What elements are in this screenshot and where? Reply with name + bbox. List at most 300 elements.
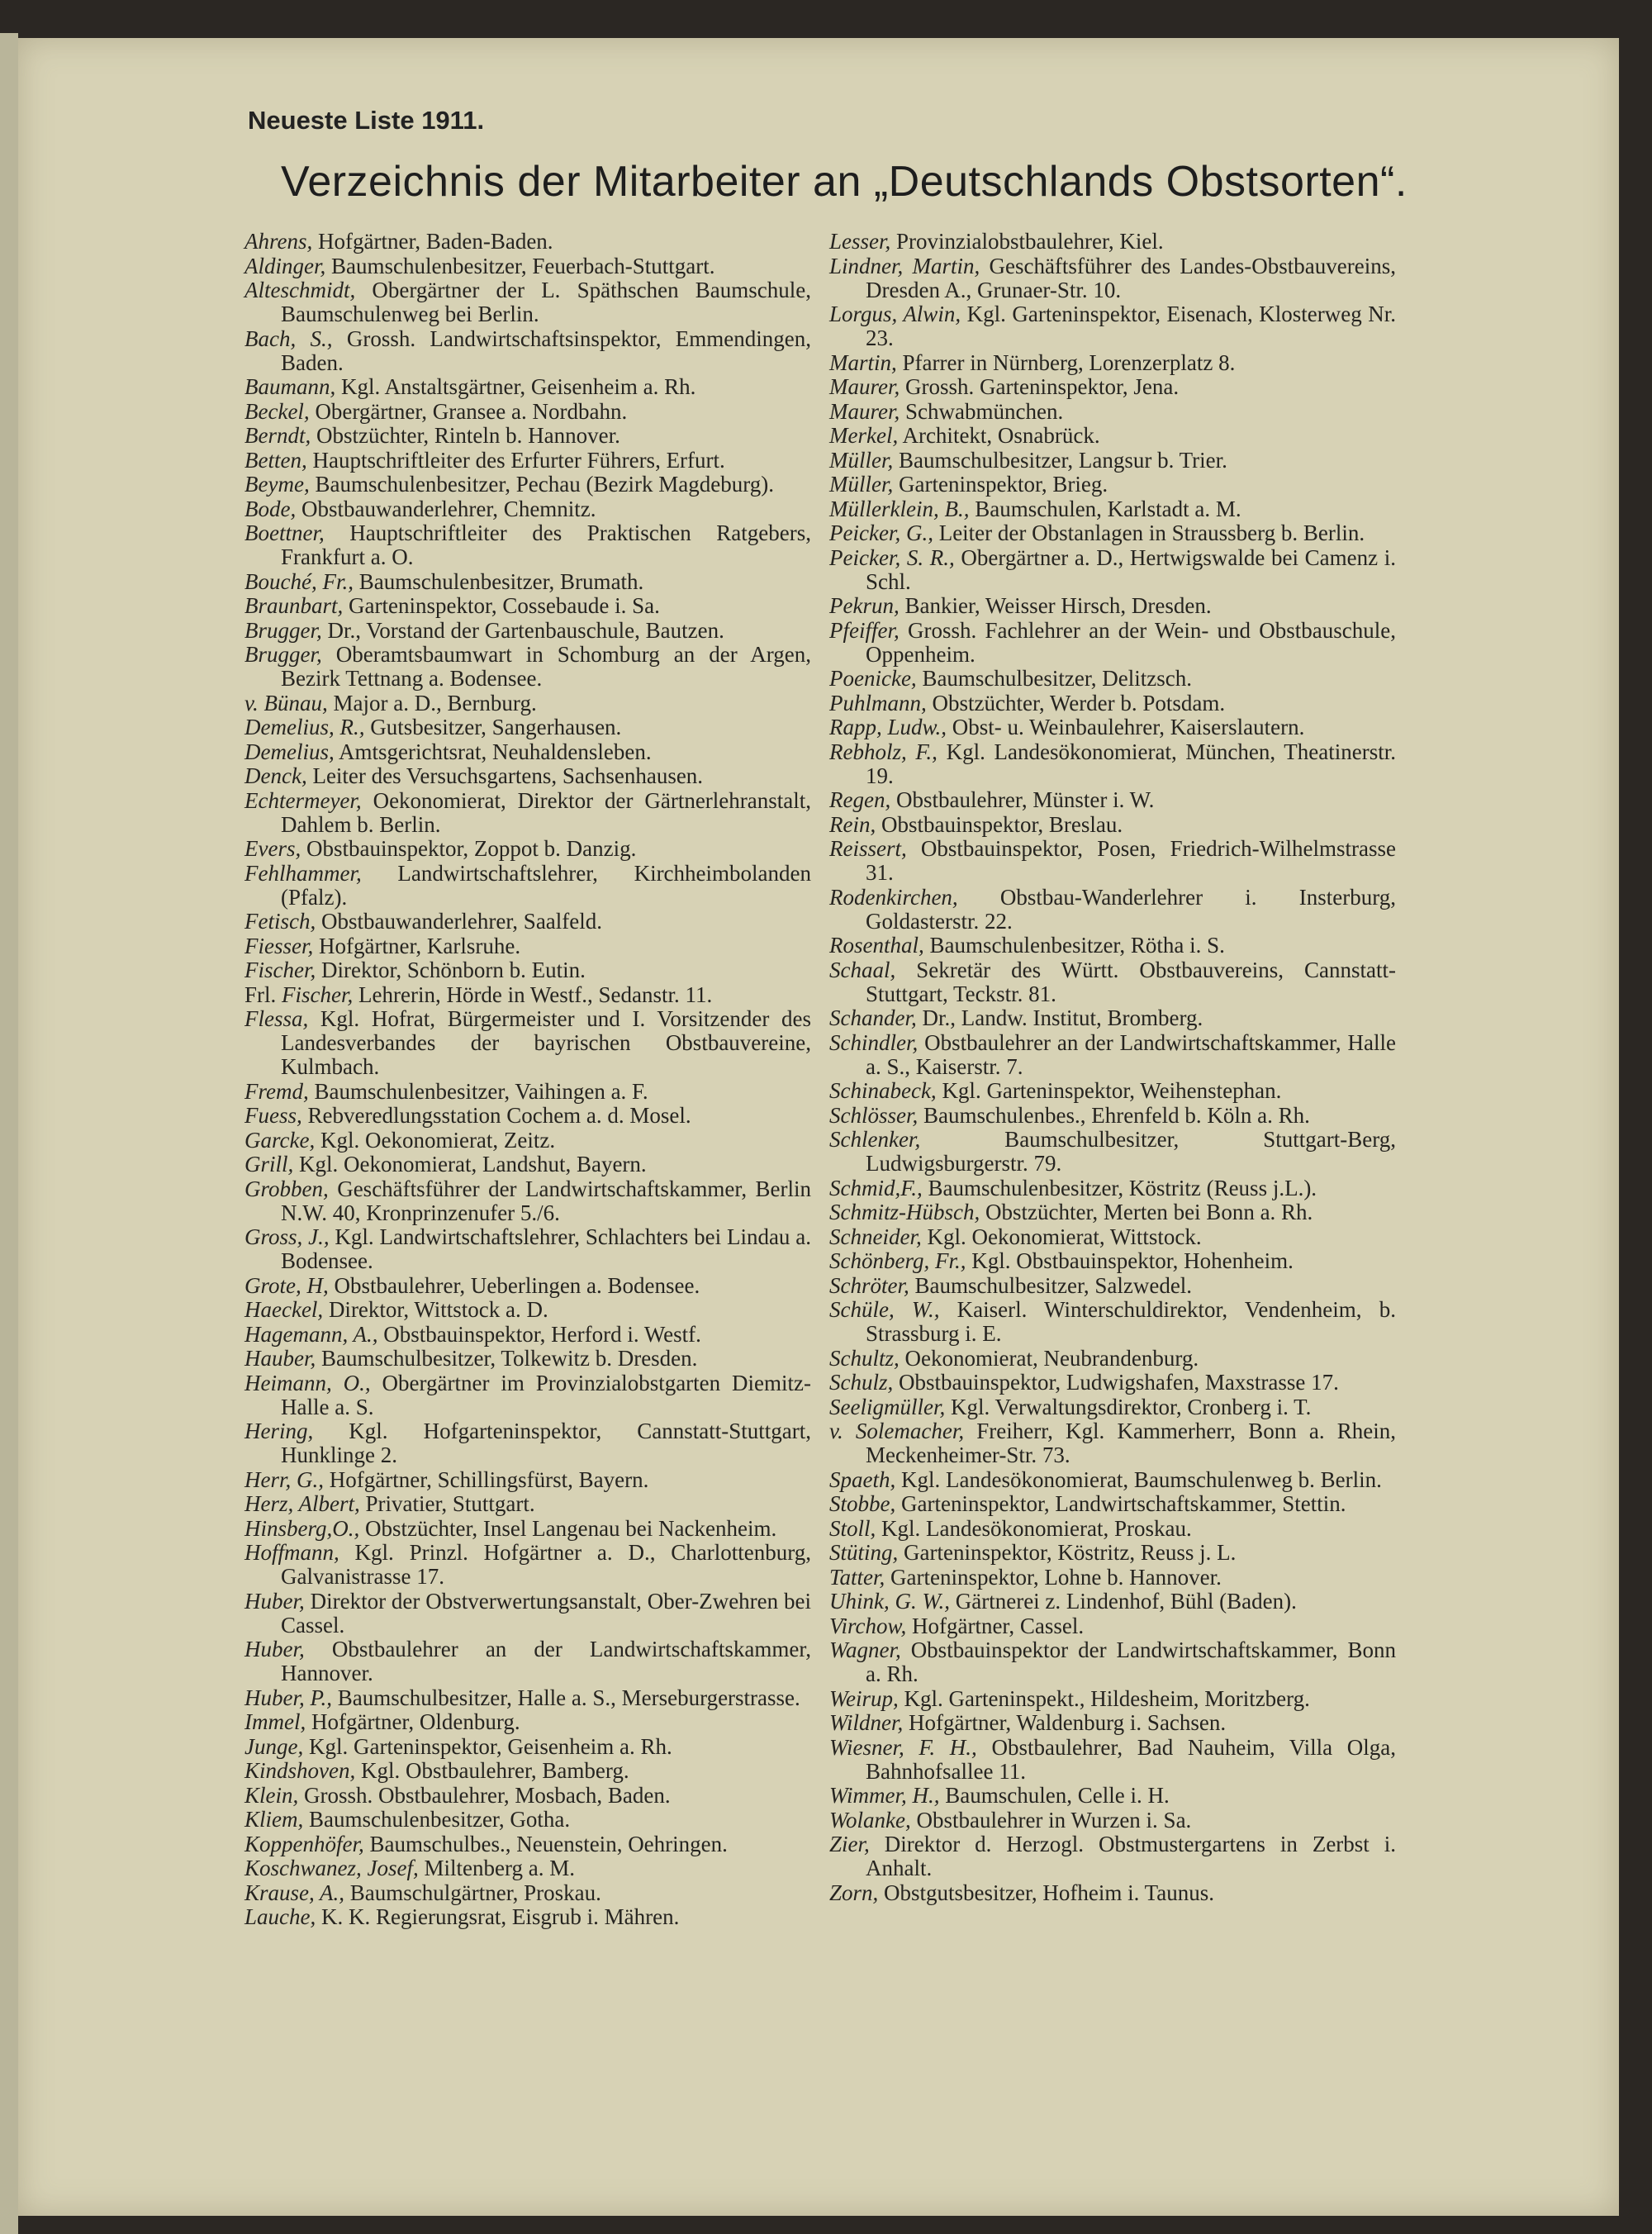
entry-name: Demelius, (244, 739, 335, 764)
contributor-entry (829, 1200, 1396, 1224)
entry-description: Obstbauinspektor der Landwirtschaftskammer, Bonn a. Rh. (866, 1637, 1396, 1686)
entry-description: Direktor d. Herzogl. Obstmustergartens in Zerbst i. Anhalt. (866, 1832, 1396, 1880)
entry-name: Huber, P., (244, 1685, 333, 1710)
contributor-entry (829, 375, 1396, 399)
entry-name: Herr, G., (244, 1466, 325, 1492)
entry-name: Fiesser, (244, 933, 314, 958)
contributor-entry (244, 1759, 811, 1783)
contributor-entry (829, 449, 1396, 473)
entry-description: Landwirtschaftslehrer, Kirchheimbolanden (Pfalz). (281, 860, 811, 910)
contributor-entry (244, 1225, 811, 1273)
contributor-entry (829, 1249, 1396, 1273)
entry-description: Hofgärtner, Baden-Baden. (312, 229, 553, 254)
entry-name: Schindler, (829, 1029, 919, 1055)
contributor-entry (244, 862, 811, 910)
entry-name: Kindshoven, (244, 1758, 356, 1783)
entry-description: Obstbau-Wanderlehrer i. Insterburg, Goldasterstr. 22. (866, 884, 1396, 934)
contributor-entry (829, 1832, 1396, 1880)
entry-name: Müllerklein, B., (829, 496, 970, 521)
contributor-entry (829, 1492, 1396, 1516)
entry-name: Martin, (829, 349, 897, 375)
entry-name: Boettner, (244, 520, 325, 545)
entry-description: Baumschulenbesitzer, Gotha. (303, 1807, 571, 1832)
contributor-entry (244, 1274, 811, 1298)
entry-description: Hauptschriftleiter des Erfurter Führers, Erfurt. (306, 447, 725, 473)
entry-name: Fischer, (244, 958, 316, 982)
entry-description: Obergärtner der L. Späthschen Baumschule, Baumschulenweg bei Berlin. (281, 278, 811, 326)
page-title: Verzeichnis der Mitarbeiter an „Deutschlands Obstsorten“. (281, 158, 1408, 206)
entry-description: Obstzüchter, Werder b. Potsdam. (926, 690, 1226, 715)
entry-description: Obstbaulehrer in Wurzen i. Sa. (910, 1807, 1192, 1832)
contributor-entry (244, 715, 811, 739)
entry-name: Rosenthal, (829, 933, 924, 958)
contributor-entry (829, 230, 1396, 254)
contributor-entry (829, 400, 1396, 424)
contributor-entry (829, 1614, 1396, 1638)
entry-description: Privatier, Stuttgart. (359, 1491, 535, 1516)
entry-description: Kgl. Oekonomierat, Wittstock. (921, 1224, 1202, 1249)
contributor-entry (829, 886, 1396, 934)
entry-description: Leiter des Versuchsgartens, Sachsenhausen. (306, 763, 704, 788)
entry-name: Schmid,F., (829, 1175, 923, 1200)
contributor-entry (244, 934, 811, 958)
entry-prefix: Frl. (244, 982, 282, 1007)
entry-name: Ahrens, (244, 229, 313, 254)
contributor-entry (829, 1225, 1396, 1249)
entry-description: Hofgärtner, Cassel. (906, 1613, 1085, 1638)
contributor-entry (244, 400, 811, 424)
contributor-entry (244, 230, 811, 254)
entry-description: Geschäftsführer der Landwirtschaftskammer, Berlin N.W. 40, Kronprinzenufer 5./6. (281, 1176, 811, 1225)
page-edge-strip (0, 33, 18, 2234)
entry-description: Obstbaulehrer an der Landwirtschaftskammer, Halle a. S., Kaiserstr. 7. (866, 1029, 1396, 1079)
contributor-entry (244, 1177, 811, 1225)
contributor-entry (829, 1347, 1396, 1371)
contributor-entry (829, 1298, 1396, 1346)
entry-description: Kgl. Anstaltsgärtner, Geisenheim a. Rh. (335, 374, 696, 399)
entry-description: Obstbauinspektor, Herford i. Westf. (377, 1321, 701, 1347)
entry-description: Baumschulenbesitzer, Feuerbach-Stuttgart. (325, 253, 715, 278)
entry-description: Dr., Vorstand der Gartenbauschule, Bautzen. (321, 617, 724, 643)
contributor-entry (244, 1129, 811, 1153)
entry-name: Wagner, (829, 1637, 901, 1662)
contributor-entry (829, 958, 1396, 1006)
contributor-entry (244, 1710, 811, 1734)
entry-name: Grobben, (244, 1176, 329, 1201)
entry-description: Architekt, Osnabrück. (898, 423, 1100, 448)
list-header: Neueste Liste 1911. (248, 106, 485, 135)
entry-description: Baumschulgärtner, Proskau. (344, 1880, 601, 1905)
entry-description: Kgl. Verwaltungsdirektor, Cronberg i. T. (945, 1394, 1312, 1419)
entry-name: Weirup, (829, 1685, 899, 1711)
contributor-entry (829, 546, 1396, 594)
entry-name: Koschwanez, Josef, (244, 1856, 419, 1880)
entry-name: Hagemann, A., (244, 1321, 378, 1347)
entry-description: Obstbauwanderlehrer, Chemnitz. (296, 496, 596, 521)
contributor-entry (244, 1784, 811, 1808)
entry-name: Kliem, (244, 1807, 304, 1832)
entry-name: Maurer, (829, 374, 900, 399)
entry-description: Obstbauinspektor, Posen, Friedrich-Wilhelmstrasse 31. (866, 836, 1396, 885)
entry-name: Bode, (244, 496, 297, 521)
entry-description: Obstgutsbesitzer, Hofheim i. Taunus. (878, 1880, 1215, 1905)
contributor-entry (244, 594, 811, 618)
entry-description: Kgl. Hofrat, Bürgermeister und I. Vorsitzender des Landesverbandes der bayrischen Obstbauvereine, Kulmbach. (281, 1006, 811, 1079)
entry-name: Stüting, (829, 1540, 899, 1565)
contributor-entry (244, 278, 811, 326)
entry-description: Kgl. Landesökonomierat, Proskau. (876, 1515, 1192, 1541)
contributor-entry (244, 327, 811, 375)
entry-name: Schröter, (829, 1272, 909, 1298)
contributor-entry (829, 473, 1396, 497)
entry-description: Kgl. Garteninspektor, Geisenheim a. Rh. (303, 1733, 672, 1759)
entry-name: Regen, (829, 787, 891, 812)
contributor-entry (244, 449, 811, 473)
contributor-entry (244, 1541, 811, 1589)
contributor-entry (829, 837, 1396, 885)
contributor-entry (829, 667, 1396, 691)
entry-description: Garteninspektor, Landwirtschaftskammer, Stettin. (895, 1491, 1346, 1516)
contributor-entry (244, 1686, 811, 1710)
contributor-entry (829, 424, 1396, 448)
entry-description: Kgl. Garteninspektor, Weihenstephan. (936, 1078, 1282, 1103)
contributor-entry (829, 521, 1396, 545)
entry-description: Dr., Landw. Institut, Bromberg. (916, 1005, 1203, 1030)
entry-name: Fetisch, (244, 909, 316, 934)
entry-description: Obergärtner im Provinzialobstgarten Diemitz-Halle a. S. (281, 1370, 812, 1419)
entry-description: Hofgärtner, Schillingsfürst, Bayern. (324, 1466, 649, 1492)
entry-name: Puhlmann, (829, 690, 927, 715)
contributor-entry (829, 692, 1396, 715)
entry-name: Krause, A., (244, 1880, 345, 1905)
entry-description: Direktor, Wittstock a. D. (323, 1297, 548, 1322)
entry-name: Schulz, (829, 1370, 894, 1395)
contributor-entry (244, 619, 811, 643)
contributor-entry (829, 302, 1396, 350)
entry-name: Koppenhöfer, (244, 1831, 364, 1856)
contributor-entry (244, 1153, 811, 1176)
entry-description: Kgl. Garteninspekt., Hildesheim, Moritzberg. (898, 1685, 1310, 1711)
entry-name: Pekrun, (829, 593, 900, 618)
contributor-entry (244, 1468, 811, 1492)
entry-description: Obstzüchter, Merten bei Bonn a. Rh. (980, 1200, 1313, 1224)
contributor-entry (244, 1371, 811, 1419)
entry-name: Rein, (829, 811, 876, 837)
entry-name: Tatter, (829, 1564, 885, 1590)
entry-name: Immel, (244, 1709, 306, 1734)
entry-description: Obstbaulehrer, Ueberlingen a. Bodensee. (328, 1272, 700, 1298)
contributor-entry (829, 934, 1396, 958)
entry-description: Provinzialobstbaulehrer, Kiel. (890, 229, 1164, 254)
contributor-entry (829, 1784, 1396, 1808)
entry-description: Baumschulenbesitzer, Rötha i. S. (923, 933, 1225, 958)
entry-description: Baumschulbesitzer, Tolkewitz b. Dresden. (316, 1346, 698, 1371)
entry-description: Kgl. Oekonomierat, Landshut, Bayern. (293, 1152, 647, 1176)
entry-description: Kaiserl. Winterschuldirektor, Vendenheim, b. Strassburg i. E. (866, 1297, 1397, 1346)
entry-name: Fehlhammer, (244, 860, 362, 886)
entry-description: Rebveredlungsstation Cochem a. d. Mosel. (301, 1103, 691, 1128)
entry-description: Baumschulbesitzer, Stuttgart-Berg, Ludwigsburgerstr. 79. (866, 1127, 1396, 1176)
entry-name: Peicker, S. R., (829, 544, 955, 570)
entry-name: Alteschmidt, (244, 278, 356, 302)
entry-description: Garteninspektor, Köstritz, Reuss j. L. (898, 1540, 1237, 1565)
entry-description: Kgl. Prinzl. Hofgärtner a. D., Charlottenburg, Galvanistrasse 17. (281, 1540, 811, 1589)
contributor-entry (244, 570, 811, 594)
entry-name: Reissert, (829, 836, 907, 861)
contributor-entry (829, 1687, 1396, 1711)
entry-name: Rapp, Ludw., (829, 715, 947, 739)
entry-description: Oekonomierat, Neubrandenburg. (899, 1345, 1199, 1371)
entry-name: Zorn, (829, 1880, 879, 1905)
entry-name: Berndt, (244, 423, 311, 448)
entry-name: Klein, (244, 1782, 299, 1808)
contributor-entry (829, 788, 1396, 812)
entry-description: Lehrerin, Hörde in Westf., Sedanstr. 11. (353, 982, 713, 1007)
contributor-entry (244, 910, 811, 934)
entry-description: Schwabmünchen. (900, 398, 1064, 424)
entry-name: Bach, S., (244, 326, 333, 351)
contributor-entry (244, 375, 811, 399)
entry-description: Baumschulbesitzer, Salzwedel. (909, 1272, 1193, 1298)
entry-name: Gross, J., (244, 1224, 330, 1249)
entry-name: Schneider, (829, 1224, 922, 1249)
entry-name: Müller, (829, 447, 894, 473)
entry-description: Garteninspektor, Brieg. (893, 472, 1108, 497)
entry-name: Seeligmüller, (829, 1394, 946, 1419)
entry-description: Obstzüchter, Rinteln b. Hannover. (311, 423, 620, 448)
right-column (829, 230, 1396, 1905)
contributor-entry (829, 1006, 1396, 1030)
entry-description: Hauptschriftleiter des Praktischen Ratgebers, Frankfurt a. O. (281, 520, 811, 569)
contributor-entry (829, 1711, 1396, 1735)
entry-name: Schander, (829, 1005, 917, 1030)
entry-name: Wimmer, H., (829, 1783, 940, 1808)
contributor-entry (244, 1007, 811, 1079)
entry-description: Direktor, Schönborn b. Eutin. (316, 958, 586, 982)
entry-description: Obst- u. Weinbaulehrer, Kaiserslautern. (947, 715, 1305, 739)
entry-description: Kgl. Oekonomierat, Zeitz. (315, 1127, 556, 1153)
entry-description: Baumschulenbesitzer, Köstritz (Reuss j.L.). (922, 1175, 1317, 1200)
contributor-entry (829, 1419, 1396, 1467)
entry-name: Lauche, (244, 1904, 316, 1929)
entry-name: v. Solemacher, (829, 1419, 965, 1443)
entry-description: Obstbauinspektor, Zoppot b. Danzig. (301, 836, 637, 861)
contributor-entry (829, 594, 1396, 618)
entry-description: Obergärtner a. D., Hertwigswalde bei Camenz i. Schl. (866, 544, 1396, 594)
contributor-entry (829, 1371, 1396, 1395)
entry-name: Junge, (244, 1733, 304, 1759)
contributor-entry (244, 983, 811, 1007)
entry-name: Bouché, Fr., (244, 568, 354, 594)
contributor-entry (829, 1468, 1396, 1492)
contributor-entry (829, 1079, 1396, 1103)
entry-description: Bankier, Weisser Hirsch, Dresden. (899, 593, 1212, 618)
entry-description: Baumschulenbesitzer, Pechau (Bezirk Magdeburg). (309, 472, 774, 497)
entry-name: Stoll, (829, 1515, 876, 1541)
contributor-entry (829, 1566, 1396, 1590)
contributor-entry (829, 1517, 1396, 1541)
contributor-entry (244, 473, 811, 497)
entry-name: Fischer, (282, 982, 354, 1007)
entry-description: Obstbauinspektor, Breslau. (876, 811, 1123, 837)
contributor-entry (829, 619, 1396, 667)
contributor-entry (244, 789, 811, 837)
entry-name: Grote, H, (244, 1272, 329, 1298)
contributor-entry (244, 1419, 811, 1467)
entry-description: Baumschulenbesitzer, Vaihingen a. F. (308, 1078, 648, 1104)
entry-name: Virchow, (829, 1613, 907, 1638)
entry-description: Obergärtner, Gransee a. Nordbahn. (309, 398, 628, 424)
entry-name: Beyme, (244, 472, 310, 497)
entry-description: Freiherr, Kgl. Kammerherr, Bonn a. Rhein, Meckenheimer-Str. 73. (866, 1419, 1396, 1467)
entry-description: Kgl. Obstbauinspektor, Hohenheim. (966, 1248, 1294, 1273)
entry-description: Baumschulbesitzer, Halle a. S., Merseburgerstrasse. (332, 1685, 800, 1710)
entry-name: Schinabeck, (829, 1078, 937, 1103)
entry-description: Obstbauwanderlehrer, Saalfeld. (316, 909, 603, 934)
entry-name: Huber, (244, 1637, 305, 1661)
contributor-entry (244, 1323, 811, 1347)
entry-description: Baumschulbesitzer, Delitzsch. (916, 666, 1193, 691)
entry-description: Obstbauinspektor, Ludwigshafen, Maxstrasse 17. (893, 1370, 1339, 1395)
entry-description: Obstbaulehrer, Münster i. W. (890, 787, 1155, 812)
entry-name: Rebholz, F., (829, 739, 938, 764)
entry-name: Stobbe, (829, 1491, 896, 1516)
entry-name: Schönberg, Fr., (829, 1248, 966, 1273)
contributor-entry (244, 1735, 811, 1759)
entry-name: Schlenker, (829, 1127, 921, 1152)
entry-name: Lesser, (829, 229, 891, 254)
entry-description: Baumschulenbes., Ehrenfeld b. Köln a. Rh. (918, 1102, 1310, 1128)
entry-name: Lorgus, Alwin, (829, 302, 961, 326)
contributor-entry (829, 497, 1396, 521)
contributor-entry (244, 1881, 811, 1905)
entry-description: Oberamtsbaumwart in Schomburg an der Argen, Bezirk Tettnang a. Bodensee. (281, 642, 811, 691)
entry-description: Kgl. Obstbaulehrer, Bamberg. (355, 1758, 629, 1783)
entry-description: Gärtnerei z. Lindenhof, Bühl (Baden). (950, 1589, 1297, 1614)
entry-name: Hering, (244, 1419, 314, 1443)
contributor-entry (829, 1274, 1396, 1298)
contributor-entry (244, 1517, 811, 1541)
entry-name: v. Bünau, (244, 690, 328, 715)
contributor-entry (244, 643, 811, 691)
contributor-entry (244, 521, 811, 569)
left-column (244, 230, 811, 1930)
contributor-entry (244, 1637, 811, 1685)
entry-name: Aldinger, (244, 253, 326, 278)
contributor-entry (829, 1736, 1396, 1784)
entry-name: Merkel, (829, 423, 899, 448)
entry-description: Baumschulbes., Neuenstein, Oehringen. (363, 1831, 728, 1856)
entry-name: Maurer, (829, 398, 900, 424)
entry-description: Baumschulen, Karlstadt a. M. (969, 496, 1241, 521)
contributor-entry (829, 1809, 1396, 1832)
entry-description: Obstbaulehrer an der Landwirtschaftskammer, Hannover. (281, 1637, 811, 1685)
contributor-entry (829, 1881, 1396, 1905)
contributor-entry (244, 1590, 811, 1637)
contributor-entry (244, 254, 811, 278)
entry-description: Pfarrer in Nürnberg, Lorenzerplatz 8. (896, 349, 1236, 375)
entry-name: Schlösser, (829, 1102, 919, 1128)
entry-name: Braunbart, (244, 593, 344, 618)
entry-description: Amtsgerichtsrat, Neuhaldensleben. (334, 739, 652, 764)
entry-name: Schmitz-Hübsch, (829, 1200, 980, 1224)
contributor-entry (829, 1104, 1396, 1128)
contributor-entry (244, 1492, 811, 1516)
contributor-entry (829, 1590, 1396, 1614)
entry-description: Baumschulbesitzer, Langsur b. Trier. (893, 447, 1227, 473)
entry-description: Hofgärtner, Waldenburg i. Sachsen. (903, 1710, 1227, 1735)
entry-description: Miltenberg a. M. (418, 1856, 575, 1880)
entry-description: Major a. D., Bernburg. (327, 690, 537, 715)
contributor-entry (244, 740, 811, 764)
entry-description: Grossh. Obstbaulehrer, Mosbach, Baden. (298, 1782, 671, 1808)
entry-name: Baumann, (244, 374, 336, 399)
contributor-entry (829, 715, 1396, 739)
entry-name: Flessa, (244, 1006, 309, 1031)
entry-name: Grill, (244, 1152, 294, 1176)
entry-description: Grossh. Garteninspektor, Jena. (900, 374, 1180, 399)
contributor-entry (244, 764, 811, 788)
contributor-entry (829, 1031, 1396, 1079)
entry-name: Brugger, (244, 617, 322, 643)
contributor-entry (244, 424, 811, 448)
entry-name: Brugger, (244, 642, 322, 667)
entry-description: Kgl. Hofgarteninspektor, Cannstatt-Stuttgart, Hunklinge 2. (281, 1419, 811, 1467)
entry-description: Kgl. Landesökonomierat, Baumschulenweg b. Berlin. (895, 1466, 1382, 1492)
entry-name: Betten, (244, 447, 307, 473)
entry-description: Baumschulen, Celle i. H. (939, 1783, 1170, 1808)
contributor-entry (244, 958, 811, 982)
entry-description: Grossh. Fachlehrer an der Wein- und Obstbauschule, Oppenheim. (866, 617, 1396, 667)
entry-description: Direktor der Obstverwertungsanstalt, Ober-Zwehren bei Cassel. (281, 1588, 811, 1637)
entry-name: Poenicke, (829, 666, 917, 691)
entry-name: Haeckel, (244, 1297, 324, 1322)
entry-name: Hinsberg,O., (244, 1515, 360, 1541)
entry-name: Wiesner, F. H., (829, 1734, 977, 1760)
entry-name: Demelius, R., (244, 715, 365, 739)
entry-name: Zier, (829, 1832, 870, 1856)
contributor-entry (244, 1347, 811, 1371)
entry-description: Kgl. Garteninspektor, Eisenach, Klosterweg Nr. 23. (866, 302, 1396, 350)
entry-description: Garteninspektor, Lohne b. Hannover. (885, 1564, 1222, 1590)
entry-description: Grossh. Landwirtschaftsinspektor, Emmendingen, Baden. (281, 326, 811, 375)
entry-name: Peicker, G., (829, 520, 933, 545)
contributor-entry (829, 740, 1396, 788)
entry-description: Gutsbesitzer, Sangerhausen. (364, 715, 622, 739)
contributor-entry (829, 1638, 1396, 1686)
entry-description: K. K. Regierungsrat, Eisgrub i. Mähren. (316, 1904, 680, 1929)
entry-name: Spaeth, (829, 1466, 896, 1492)
contributor-entry (829, 1541, 1396, 1565)
entry-name: Fremd, (244, 1078, 309, 1104)
entry-name: Hoffmann, (244, 1540, 339, 1565)
entry-name: Evers, (244, 836, 301, 861)
contributor-entry (244, 1856, 811, 1880)
entry-name: Schüle, W., (829, 1297, 940, 1322)
contributor-entry (244, 1905, 811, 1929)
entry-name: Uhink, G. W., (829, 1589, 950, 1614)
entry-name: Herz, Albert, (244, 1491, 360, 1516)
entry-name: Hauber, (244, 1346, 316, 1371)
entry-description: Leiter der Obstanlagen in Straussberg b. Berlin. (933, 520, 1365, 545)
entry-name: Pfeiffer, (829, 617, 900, 643)
entry-name: Beckel, (244, 398, 310, 424)
entry-description: Garteninspektor, Cossebaude i. Sa. (343, 593, 660, 618)
contributor-entry (244, 692, 811, 715)
entry-name: Garcke, (244, 1127, 316, 1153)
entry-description: Hofgärtner, Karlsruhe. (313, 933, 521, 958)
entry-description: Kgl. Landwirtschaftslehrer, Schlachters bei Lindau a. Bodensee. (281, 1224, 811, 1273)
